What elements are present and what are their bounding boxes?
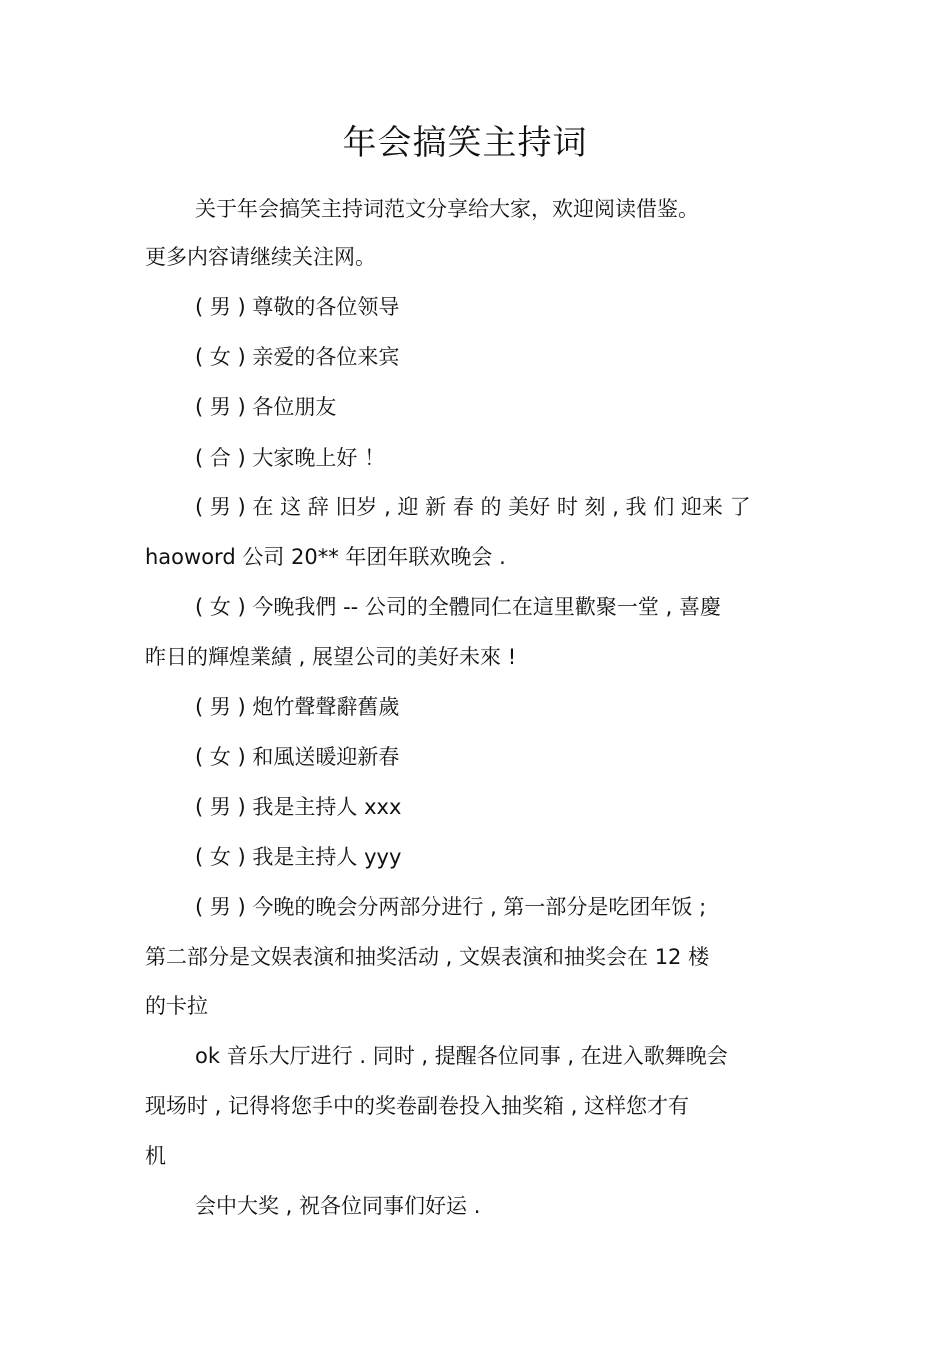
- paragraph-line: ok 音乐大厅进行 . 同时 , 提醒各位同事 , 在进入歌舞晚会: [195, 1044, 728, 1068]
- intro-line-1: 关于年会搞笑主持词范文分享给大家，欢迎阅读借鉴。: [195, 197, 699, 221]
- dialogue-line-continuation: 第二部分是文娱表演和抽奖活动 , 文娱表演和抽奖会在 12 楼: [145, 945, 710, 969]
- dialogue-line: ( 男 ) 今晚的晚会分两部分进行 , 第一部分是吃团年饭 ;: [195, 895, 707, 919]
- paragraph-line-continuation: 现场时 , 记得将您手中的奖卷副卷投入抽奖箱 , 这样您才有: [145, 1094, 690, 1118]
- dialogue-line: ( 男 ) 我是主持人 xxx: [195, 795, 402, 819]
- dialogue-line: ( 男 ) 尊敬的各位领导: [195, 295, 400, 319]
- dialogue-line: ( 男 ) 在 这 辞 旧岁 , 迎 新 春 的 美好 时 刻 , 我 们 迎来 了: [195, 495, 751, 519]
- dialogue-line: ( 女 ) 和風送暖迎新春: [195, 745, 400, 769]
- dialogue-line: ( 男 ) 炮竹聲聲辭舊歲: [195, 695, 400, 719]
- dialogue-line-continuation: 的卡拉: [145, 994, 208, 1018]
- paragraph-line: 会中大奖 , 祝各位同事们好运 .: [195, 1194, 481, 1218]
- dialogue-line: ( 女 ) 今晚我們 -- 公司的全體同仁在這里歡聚一堂 , 喜慶: [195, 595, 721, 619]
- dialogue-line: ( 合 ) 大家晚上好 ！: [195, 446, 386, 470]
- intro-line-2: 更多内容请继续关注网。: [145, 245, 376, 269]
- paragraph-line-continuation: 机: [145, 1144, 166, 1168]
- dialogue-line: ( 男 ) 各位朋友: [195, 395, 337, 419]
- dialogue-line: ( 女 ) 亲爱的各位来宾: [195, 345, 400, 369]
- dialogue-line-continuation: haoword 公司 20** 年团年联欢晚会 .: [145, 545, 506, 569]
- document-title: 年会搞笑主持词: [342, 123, 588, 163]
- dialogue-line-continuation: 昨日的輝煌業績 , 展望公司的美好未來 !: [145, 645, 517, 669]
- dialogue-line: ( 女 ) 我是主持人 yyy: [195, 845, 402, 869]
